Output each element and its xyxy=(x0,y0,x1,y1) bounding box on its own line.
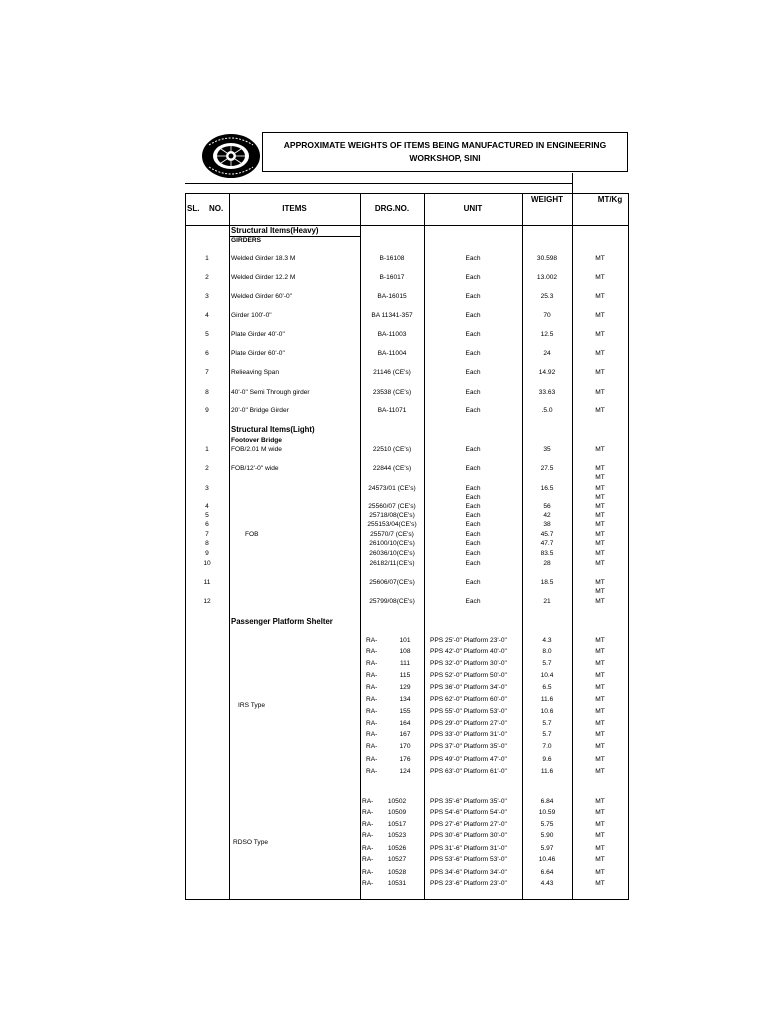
ra-prefix: RA- xyxy=(362,821,374,828)
sl-number: 4 xyxy=(205,312,209,319)
rule-top xyxy=(185,183,573,184)
weight: 56 xyxy=(543,503,551,510)
ra-number: 10526 xyxy=(387,845,407,852)
shelter-description: PPS 53'-6" Platform 53'-0" xyxy=(430,856,507,863)
unit-mt: MT xyxy=(595,579,605,586)
unit-mt: MT xyxy=(595,731,605,738)
ra-number: 10527 xyxy=(387,856,407,863)
ra-number: 124 xyxy=(399,768,411,775)
ra-number: 115 xyxy=(399,672,411,679)
weight: 28 xyxy=(543,560,551,567)
drawing-number: 25570/7 (CE's) xyxy=(370,531,414,538)
shelter-description: PPS 33'-0" Platform 31'-0" xyxy=(430,731,507,738)
weight: 18.5 xyxy=(540,579,554,586)
unit-mt: MT xyxy=(595,845,605,852)
unit: Each xyxy=(465,512,481,519)
sl-number: 8 xyxy=(205,540,209,547)
ra-number: 10528 xyxy=(387,869,407,876)
unit: Each xyxy=(465,521,481,528)
ra-prefix: RA- xyxy=(362,845,374,852)
drawing-number: 26036/10(CE's) xyxy=(369,550,415,557)
unit-mt: MT xyxy=(595,768,605,775)
unit: Each xyxy=(465,274,481,281)
ra-number: 167 xyxy=(399,731,411,738)
unit-mt: MT xyxy=(595,465,605,472)
ra-prefix: RA- xyxy=(362,869,374,876)
ra-number: 10509 xyxy=(387,809,407,816)
drawing-number: 255153/04(CE's) xyxy=(367,521,417,528)
sl-number: 5 xyxy=(205,512,209,519)
unit-mt: MT xyxy=(595,503,605,510)
ra-prefix: RA- xyxy=(366,660,378,667)
ra-prefix: RA- xyxy=(366,648,378,655)
ra-prefix: RA- xyxy=(366,731,378,738)
weight: 4.3 xyxy=(542,637,552,644)
weight: 10.6 xyxy=(540,708,554,715)
unit-mt: MT xyxy=(595,350,605,357)
drawing-number: 22510 (CE's) xyxy=(372,446,412,453)
drawing-number: BA-11004 xyxy=(377,350,407,357)
rule-header-top xyxy=(185,193,629,194)
unit: Each xyxy=(465,255,481,262)
weight: 12.5 xyxy=(540,331,554,338)
header-weight: WEIGHT xyxy=(531,195,563,204)
drawing-number: BA-11071 xyxy=(377,407,407,414)
unit-mt: MT xyxy=(595,756,605,763)
unit-mt: MT xyxy=(595,389,605,396)
document-title xyxy=(262,132,628,172)
unit-mt: MT xyxy=(595,869,605,876)
drawing-number: 26100/10(CE's) xyxy=(369,540,415,547)
unit: Each xyxy=(465,446,481,453)
unit: Each xyxy=(465,293,481,300)
shelter-description: PPS 25'-0" Platform 23'-0" xyxy=(430,637,507,644)
weight: 11.6 xyxy=(540,696,554,703)
drawing-number: BA-11003 xyxy=(377,331,407,338)
ra-number: 10517 xyxy=(387,821,407,828)
unit-mt: MT xyxy=(595,809,605,816)
drawing-number: 25799/08(CE's) xyxy=(369,598,415,605)
section-light: Structural Items(Light) xyxy=(231,425,315,434)
col-line-1 xyxy=(229,193,230,900)
unit-mt: MT xyxy=(595,720,605,727)
shelter-description: PPS 32'-0" Platform 30'-0" xyxy=(430,660,507,667)
ra-number: 164 xyxy=(399,720,411,727)
weight: 30.598 xyxy=(536,255,558,262)
drawing-number: 25718/08(CE's) xyxy=(369,512,415,519)
unit-mt: MT xyxy=(595,660,605,667)
item-name: Girder 100'-0" xyxy=(231,312,272,319)
ra-prefix: RA- xyxy=(366,720,378,727)
unit: Each xyxy=(465,312,481,319)
weight: 5.97 xyxy=(540,845,554,852)
weight: 13.002 xyxy=(536,274,558,281)
section-irs: IRS Type xyxy=(238,702,265,709)
unit-mt: MT xyxy=(595,274,605,281)
item-name: Plate Girder 40'-0" xyxy=(231,331,285,338)
weight: 10.46 xyxy=(538,856,556,863)
unit-mt: MT xyxy=(595,474,605,481)
sl-number: 11 xyxy=(203,579,211,586)
weight: 25.3 xyxy=(540,293,554,300)
weight: 33.63 xyxy=(538,389,556,396)
unit-mt: MT xyxy=(595,880,605,887)
weight: 6.84 xyxy=(540,798,554,805)
shelter-description: PPS 37'-0" Platform 35'-0" xyxy=(430,743,507,750)
unit-mt: MT xyxy=(595,255,605,262)
unit-mt: MT xyxy=(595,856,605,863)
unit: Each xyxy=(465,579,481,586)
ra-number: 10531 xyxy=(387,880,407,887)
unit-mt: MT xyxy=(595,672,605,679)
unit-mt: MT xyxy=(595,512,605,519)
shelter-description: PPS 63'-0" Platform 61'-0" xyxy=(430,768,507,775)
weight: 6.5 xyxy=(542,684,552,691)
item-name: 20'-0" Bridge Girder xyxy=(231,407,289,414)
weight: 11.6 xyxy=(540,768,554,775)
unit-mt: MT xyxy=(595,550,605,557)
item-name: 40'-0" Semi Through girder xyxy=(231,389,310,396)
ra-number: 101 xyxy=(399,637,411,644)
ra-prefix: RA- xyxy=(366,768,378,775)
unit: Each xyxy=(465,485,481,492)
sl-number: 12 xyxy=(203,598,211,605)
sl-number: 1 xyxy=(205,446,209,453)
unit: Each xyxy=(465,350,481,357)
unit: Each xyxy=(465,531,481,538)
drawing-number: 25606/07(CE's) xyxy=(369,579,415,586)
weight: 10.4 xyxy=(540,672,554,679)
sl-number: 2 xyxy=(205,274,209,281)
shelter-description: PPS 62'-0" Platform 60'-0" xyxy=(430,696,507,703)
weight: 42 xyxy=(543,512,551,519)
ra-prefix: RA- xyxy=(362,880,374,887)
unit-mt: MT xyxy=(595,821,605,828)
unit-mt: MT xyxy=(595,540,605,547)
header-items: ITEMS xyxy=(282,204,307,213)
ra-prefix: RA- xyxy=(362,856,374,863)
unit-mt: MT xyxy=(595,369,605,376)
shelter-description: PPS 35'-6" Platform 35'-0" xyxy=(430,798,507,805)
sl-number: 6 xyxy=(205,521,209,528)
drawing-number: B-16017 xyxy=(379,274,405,281)
drawing-number: BA-16015 xyxy=(377,293,407,300)
shelter-description: PPS 23'-6" Platform 23'-0" xyxy=(430,880,507,887)
shelter-description: PPS 36'-0" Platform 34'-0" xyxy=(430,684,507,691)
ra-prefix: RA- xyxy=(366,696,378,703)
ra-prefix: RA- xyxy=(366,637,378,644)
sl-number: 4 xyxy=(205,503,209,510)
weight: 45.7 xyxy=(540,531,554,538)
unit: Each xyxy=(465,389,481,396)
unit: Each xyxy=(465,369,481,376)
weight: 16.5 xyxy=(540,485,554,492)
unit: Each xyxy=(465,560,481,567)
ra-prefix: RA- xyxy=(366,684,378,691)
drawing-number: 26182/11(CE's) xyxy=(369,560,415,567)
unit-mt: MT xyxy=(595,560,605,567)
header-sl: SL. xyxy=(187,204,200,213)
sl-number: 3 xyxy=(205,293,209,300)
weight: 38 xyxy=(543,521,551,528)
title-text: APPROXIMATE WEIGHTS OF ITEMS BEING MANUFACTURED IN ENGINEERING WORKSHOP, SINI xyxy=(283,140,607,163)
unit: Each xyxy=(465,503,481,510)
rule-bottom xyxy=(185,899,629,900)
unit: Each xyxy=(465,331,481,338)
header-mtkg: MT/Kg xyxy=(597,195,623,204)
ra-prefix: RA- xyxy=(366,743,378,750)
weight: 14.92 xyxy=(538,369,556,376)
unit-mt: MT xyxy=(595,521,605,528)
item-name: FOB/12'-0" wide xyxy=(231,465,279,472)
unit-mt: MT xyxy=(595,637,605,644)
weight: 10.59 xyxy=(538,809,556,816)
item-name: Welded Girder 60'-0" xyxy=(231,293,293,300)
weight: 4.43 xyxy=(540,880,554,887)
shelter-description: PPS 31'-6" Platform 31'-0" xyxy=(430,845,507,852)
weight: 5.7 xyxy=(542,731,552,738)
weight: .5.0 xyxy=(541,407,553,414)
section-pps: Passenger Platform Shelter xyxy=(231,617,333,626)
unit: Each xyxy=(465,494,481,501)
shelter-description: PPS 54'-6" Platform 54'-0" xyxy=(430,809,507,816)
ra-prefix: RA- xyxy=(362,832,374,839)
sl-number: 1 xyxy=(205,255,209,262)
ra-number: 170 xyxy=(399,743,411,750)
unit-mt: MT xyxy=(595,494,605,501)
shelter-description: PPS 27'-6" Platform 27'-0" xyxy=(430,821,507,828)
drawing-number: 23538 (CE's) xyxy=(372,389,412,396)
drawing-number: B-16108 xyxy=(379,255,405,262)
shelter-description: PPS 55'-0" Platform 53'-0" xyxy=(430,708,507,715)
weight: 5.7 xyxy=(542,720,552,727)
sl-number: 6 xyxy=(205,350,209,357)
weight: 9.6 xyxy=(542,756,552,763)
shelter-description: PPS 49'-0" Platform 47'-0" xyxy=(430,756,507,763)
ra-prefix: RA- xyxy=(362,809,374,816)
ra-number: 134 xyxy=(399,696,411,703)
weight: 5.75 xyxy=(540,821,554,828)
unit-mt: MT xyxy=(595,684,605,691)
item-name: FOB/2.01 M wide xyxy=(231,446,282,453)
sl-number: 7 xyxy=(205,369,209,376)
unit: Each xyxy=(465,550,481,557)
ra-number: 155 xyxy=(399,708,411,715)
unit: Each xyxy=(465,598,481,605)
weight: 6.64 xyxy=(540,869,554,876)
weight: 5.7 xyxy=(542,660,552,667)
weight: 8.0 xyxy=(542,648,552,655)
unit: Each xyxy=(465,540,481,547)
unit-mt: MT xyxy=(595,588,605,595)
sl-number: 7 xyxy=(205,531,209,538)
unit-mt: MT xyxy=(595,531,605,538)
unit-mt: MT xyxy=(595,485,605,492)
sl-number: 5 xyxy=(205,331,209,338)
unit-mt: MT xyxy=(595,598,605,605)
sl-number: 9 xyxy=(205,407,209,414)
ra-number: 111 xyxy=(399,660,411,667)
drawing-number: 21146 (CE's) xyxy=(373,369,411,376)
ra-number: 10523 xyxy=(387,832,407,839)
weight: 5.90 xyxy=(540,832,554,839)
section-fob: FOB xyxy=(245,531,259,538)
sl-number: 10 xyxy=(203,560,211,567)
unit-mt: MT xyxy=(595,743,605,750)
drawing-number: 24573/01 (CE's) xyxy=(368,485,416,492)
header-drg: DRG.NO. xyxy=(374,204,410,213)
weight: 24 xyxy=(543,350,551,357)
unit-mt: MT xyxy=(595,648,605,655)
sl-number: 2 xyxy=(205,465,209,472)
ra-prefix: RA- xyxy=(366,708,378,715)
sl-number: 9 xyxy=(205,550,209,557)
item-name: Relieaving Span xyxy=(231,369,280,376)
unit-mt: MT xyxy=(595,331,605,338)
weight: 21 xyxy=(543,598,551,605)
weight: 47.7 xyxy=(540,540,554,547)
sl-number: 3 xyxy=(205,485,209,492)
weight: 70 xyxy=(543,312,551,319)
unit: Each xyxy=(465,407,481,414)
unit-mt: MT xyxy=(595,696,605,703)
col-line-6 xyxy=(628,193,629,900)
ra-prefix: RA- xyxy=(362,798,374,805)
ra-prefix: RA- xyxy=(366,672,378,679)
unit-mt: MT xyxy=(595,407,605,414)
drawing-number: 22844 (CE's) xyxy=(372,465,412,472)
unit-mt: MT xyxy=(595,708,605,715)
item-name: Welded Girder 12.2 M xyxy=(231,274,296,281)
header-unit: UNIT xyxy=(463,204,483,213)
unit-mt: MT xyxy=(595,293,605,300)
ra-prefix: RA- xyxy=(366,756,378,763)
item-name: Plate Girder 60'-0" xyxy=(231,350,285,357)
weight: 27.5 xyxy=(540,465,554,472)
drawing-number: 25560/07 (CE's) xyxy=(368,503,416,510)
unit-mt: MT xyxy=(595,312,605,319)
drawing-number: BA 11341-357 xyxy=(371,312,413,319)
shelter-description: PPS 52'-0" Platform 50'-0" xyxy=(430,672,507,679)
shelter-description: PPS 34'-6" Platform 34'-0" xyxy=(430,869,507,876)
header-no: NO. xyxy=(209,204,224,213)
section-heavy: Structural Items(Heavy) xyxy=(231,226,319,235)
section-girders: GIRDERS xyxy=(231,237,262,244)
item-name: Welded Girder 18.3 M xyxy=(231,255,296,262)
shelter-description: PPS 29'-0" Platform 27'-0" xyxy=(430,720,507,727)
unit-mt: MT xyxy=(595,832,605,839)
shelter-description: PPS 42'-0" Platform 40'-0" xyxy=(430,648,507,655)
section-rdso: RDSO Type xyxy=(233,839,269,846)
shelter-description: PPS 30'-6" Platform 30'-0" xyxy=(430,832,507,839)
ra-number: 176 xyxy=(399,756,411,763)
weight: 83.5 xyxy=(540,550,554,557)
indian-railways-logo xyxy=(201,133,261,179)
weight: 7.0 xyxy=(542,743,552,750)
ra-number: 10502 xyxy=(387,798,407,805)
ra-number: 129 xyxy=(399,684,411,691)
ra-number: 108 xyxy=(399,648,411,655)
section-footover: Footover Bridge xyxy=(231,437,282,444)
unit: Each xyxy=(465,465,481,472)
unit-mt: MT xyxy=(595,798,605,805)
weight: 35 xyxy=(543,446,551,453)
sl-number: 8 xyxy=(205,389,209,396)
unit-mt: MT xyxy=(595,446,605,453)
